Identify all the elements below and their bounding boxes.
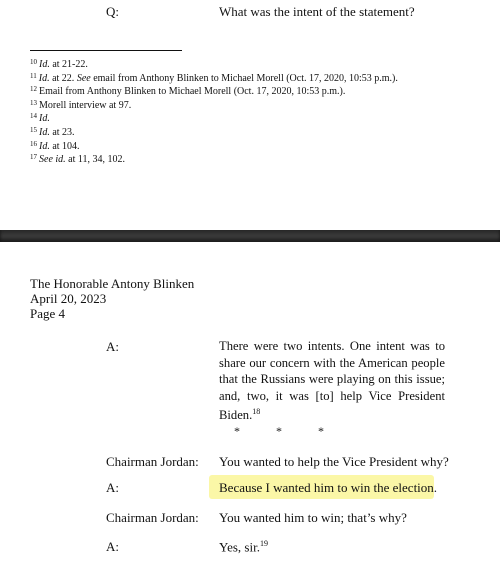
exchange3-text: You wanted him to win; that’s why? xyxy=(219,510,407,525)
footnotes-list xyxy=(30,57,398,166)
question-text: What was the intent of the statement? xyxy=(219,4,415,19)
footnote-12: $^{12}$ Email from Anthony Blinken to Michael Morell (Oct. 17, 2020, 10:53 p.m.). xyxy=(30,85,346,98)
exchange1-text: You wanted to help the Vice President why? xyxy=(219,454,449,469)
footnote-13: $^{13}$ Morell interview at 97. xyxy=(30,98,132,111)
footnote-11: $^{11}$ Id. at 22. See email from Anthony Blinken to Michael Morell (Oct. 17, 2020, 10:53 p.m.). xyxy=(30,71,398,84)
exchange4-speaker: A: xyxy=(106,539,119,554)
exchange4-text: Yes, sir.$^{19}$ xyxy=(219,539,268,555)
previous-page xyxy=(0,0,500,230)
exchange1-speaker: Chairman Jordan: xyxy=(106,454,199,469)
answer1-text: There were two intents. One intent was to share our concern with the American people that the Russians were playing on this issue; and, two, it was [to] help Vice President Biden.$^{18}$ xyxy=(219,339,445,423)
footnote-15: $^{15}$ Id. at 23. xyxy=(30,125,75,138)
footnote-rule xyxy=(30,50,182,51)
page-header xyxy=(30,276,194,321)
star-2: * xyxy=(276,424,282,438)
footnote-16: $^{16}$ Id. at 104. xyxy=(30,139,80,152)
answer1-footnote-ref: 18 xyxy=(252,407,261,416)
exchange4-footnote-ref: 19 xyxy=(259,539,268,548)
header-date: April 20, 2023 xyxy=(30,291,107,306)
footnote-14: $^{14}$ Id. xyxy=(30,112,50,125)
section-break-stars xyxy=(234,424,324,439)
star-1: * xyxy=(234,424,240,438)
question-label: Q: xyxy=(106,4,119,19)
current-page xyxy=(0,242,500,568)
star-3: * xyxy=(318,424,324,438)
exchange2-speaker: A: xyxy=(106,480,119,495)
exchange3-speaker: Chairman Jordan: xyxy=(106,510,199,525)
footnote-17: $^{17}$ See id. at 11, 34, 102. xyxy=(30,153,126,166)
footnote-10: $^{10}$ Id. at 21-22. xyxy=(30,58,88,70)
header-page-number: Page 4 xyxy=(30,306,66,321)
header-name: The Honorable Antony Blinken xyxy=(30,276,195,291)
exchange2-text-highlighted: Because I wanted him to win the election. xyxy=(219,480,438,495)
answer1-label: A: xyxy=(106,339,119,354)
page-break-divider xyxy=(0,230,500,242)
